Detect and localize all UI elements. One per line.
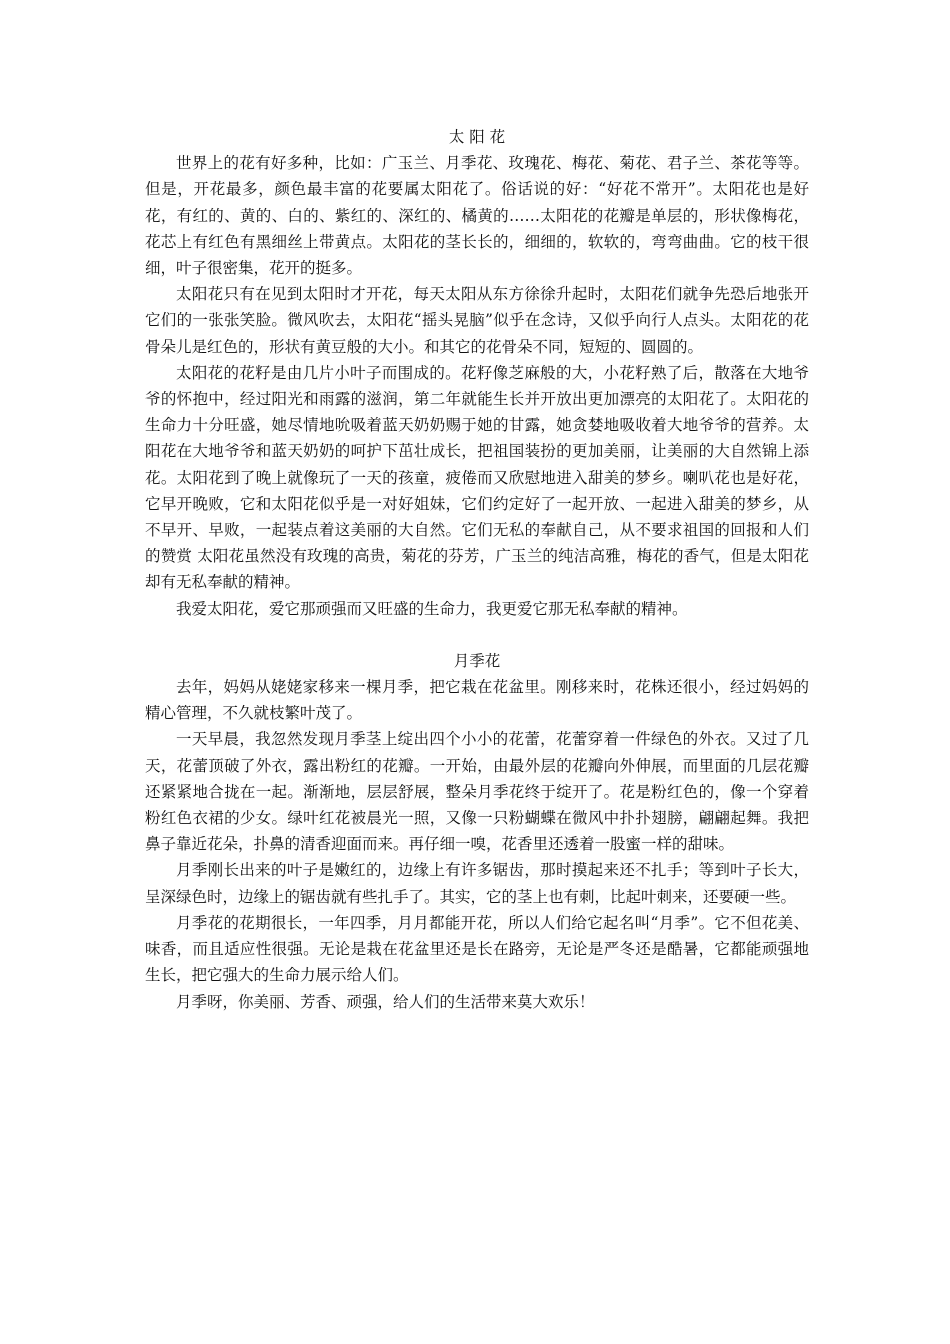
section-sunflower bbox=[145, 124, 809, 622]
section-title: 月季花 bbox=[453, 651, 501, 670]
paragraph: 我爱太阳花，爱它那顽强而又旺盛的生命力，我更爱它那无私奉献的精神。 bbox=[176, 599, 688, 618]
document-page bbox=[145, 124, 809, 1015]
section-divider bbox=[145, 622, 809, 648]
section-rose bbox=[145, 648, 809, 1015]
paragraph: 月季呀，你美丽、芳香、顽强，给人们的生活带来莫大欢乐！ bbox=[176, 992, 595, 1011]
paragraph: 世界上的花有好多种，比如：广玉兰、月季花、玫瑰花、梅花、菊花、君子兰、茶花等等。但是，开花最多，颜色最丰富的花要属太阳花了。俗话说的好：“好花不常开”。太阳花也是好花，有红的、黄的、白的、紫红的、深红的、橘黄的……太阳花的花瓣是单层的，形状像梅花，花芯上有红色有黑细丝上带黄点。太阳花的茎长长的，细细的，软软的，弯弯曲曲。它的枝干很细，叶子很密集，花开的挺多。 bbox=[145, 154, 809, 278]
paragraph: 太阳花的花籽是由几片小叶子而围成的。花籽像芝麻般的大，小花籽熟了后，散落在大地爷爷的怀抱中，经过阳光和雨露的滋润，第二年就能生长并开放出更加漂亮的太阳花了。太阳花的生命力十分旺盛，她尽情地吮吸着蓝天奶奶赐于她的甘露，她贪婪地吸收着大地爷爷的营养。太阳花在大地爷爷和蓝天奶奶的呵护下茁壮成长，把祖国装扮的更加美丽，让美丽的大自然锦上添花。太阳花到了晚上就像玩了一天的孩童，疲倦而又欣慰地进入甜美的梦乡。喇叭花也是好花，它早开晚败，它和太阳花似乎是一对好姐妹，它们约定好了一起开放、一起进入甜美的梦乡，从不早开、早败，一起装点着这美丽的大自然。它们无私的奉献自己，从不要求祖国的回报和人们的赞赏 太阳花虽然没有玫瑰的高贵，菊花的芬芳，广玉兰的纯洁高雅，梅花的香气，但是太阳花却有无私奉献的精神。 bbox=[145, 363, 809, 592]
section-title: 太 阳 花 bbox=[448, 128, 506, 146]
paragraph: 去年，妈妈从姥姥家移来一棵月季，把它栽在花盆里。刚移来时，花株还很小，经过妈妈的精心管理，不久就枝繁叶茂了。 bbox=[145, 678, 809, 723]
paragraph: 一天早晨，我忽然发现月季茎上绽出四个小小的花蕾，花蕾穿着一件绿色的外衣。又过了几天，花蕾顶破了外衣，露出粉红的花瓣。一开始，由最外层的花瓣向外伸展，而里面的几层花瓣还紧紧地合拢在一起。渐渐地，层层舒展，整朵月季花终于绽开了。花是粉红色的，像一个穿着粉红色衣裙的少女。绿叶红花被晨光一照，又像一只粉蝴蝶在微风中扑扑翅膀，翩翩起舞。我把鼻子靠近花朵，扑鼻的清香迎面而来。再仔细一嗅，花香里还透着一股蜜一样的甜味。 bbox=[145, 730, 809, 854]
paragraph: 月季花的花期很长，一年四季，月月都能开花，所以人们给它起名叫“月季”。它不但花美、味香，而且适应性很强。无论是栽在花盆里还是长在路旁，无论是严冬还是酷暑，它都能顽强地生长，把它强大的生命力展示给人们。 bbox=[145, 913, 809, 985]
paragraph: 月季刚长出来的叶子是嫩红的，边缘上有许多锯齿，那时摸起来还不扎手；等到叶子长大，呈深绿色时，边缘上的锯齿就有些扎手了。其实，它的茎上也有刺，比起叶刺来，还要硬一些。 bbox=[145, 861, 809, 906]
paragraph: 太阳花只有在见到太阳时才开花，每天太阳从东方徐徐升起时，太阳花们就争先恐后地张开它们的一张张笑脸。微风吹去，太阳花“摇头晃脑”似乎在念诗，又似乎向行人点头。太阳花的花骨朵儿是红色的，形状有黄豆般的大小。和其它的花骨朵不同，短短的、圆圆的。 bbox=[145, 285, 809, 356]
